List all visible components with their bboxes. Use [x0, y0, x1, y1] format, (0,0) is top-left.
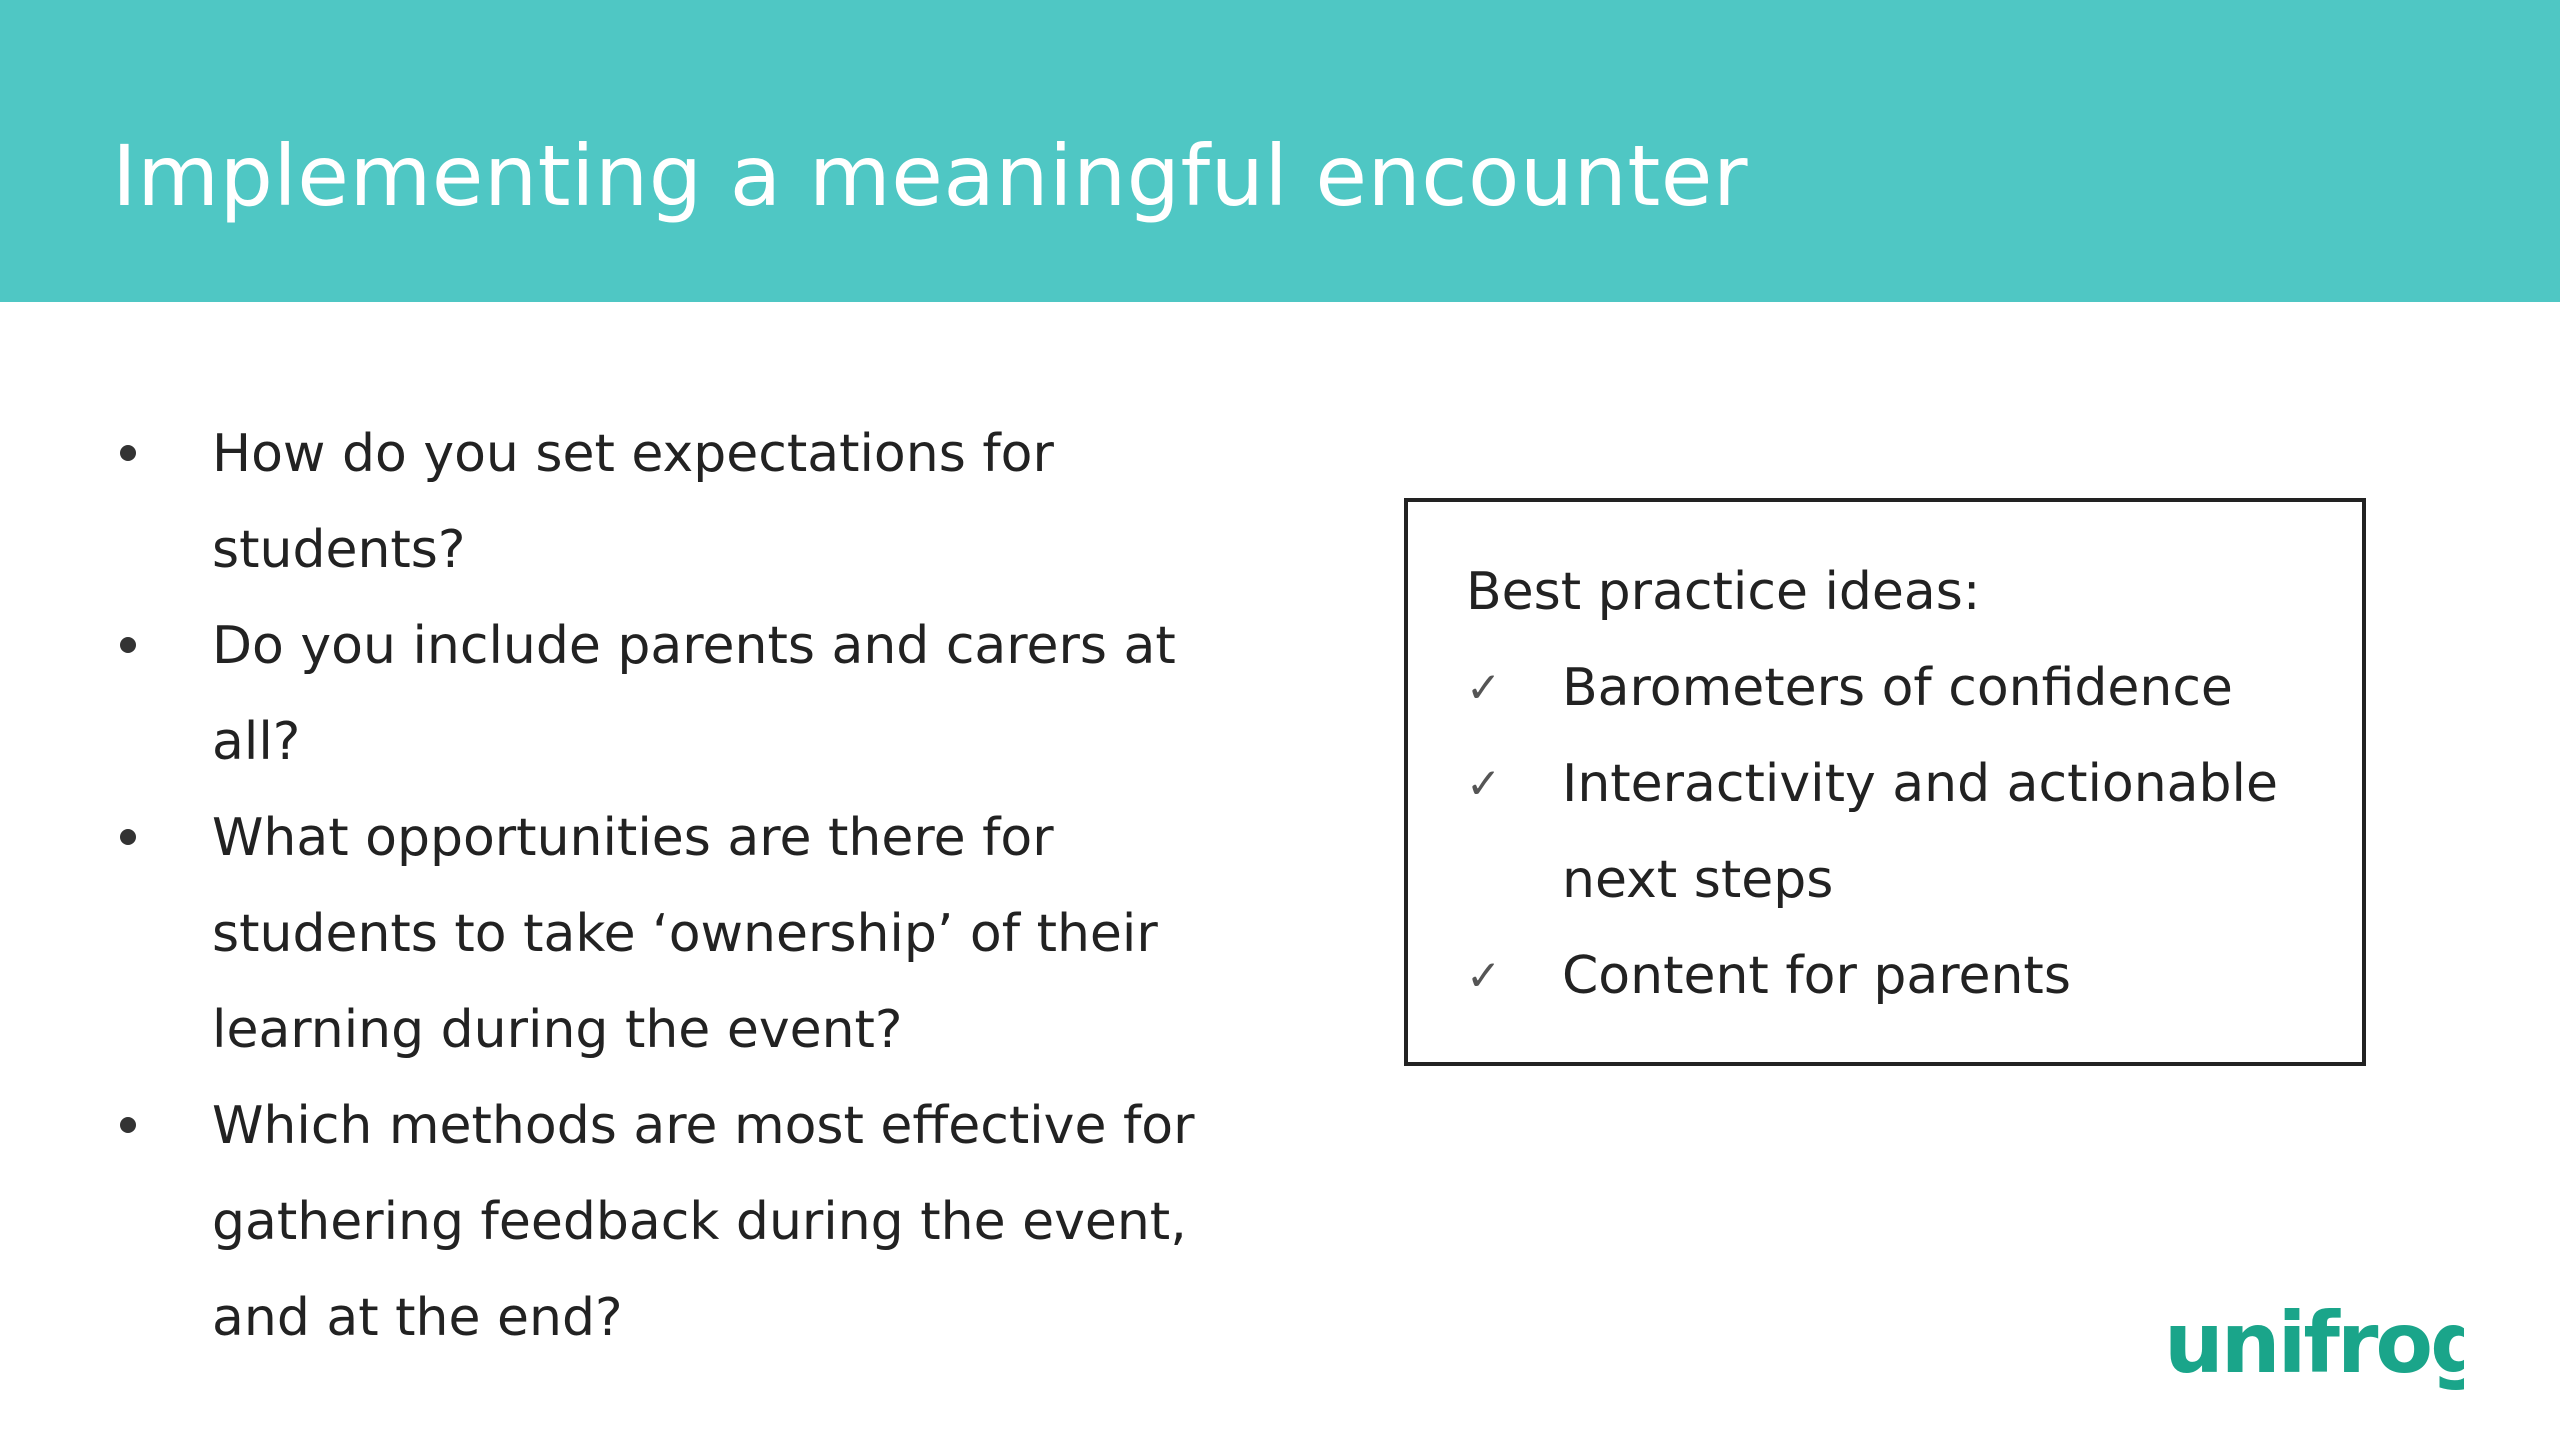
- bullet-icon: [120, 637, 136, 653]
- question-text: Do you include parents and carers at all?: [212, 616, 1176, 772]
- question-text: How do you set expectations for students?: [212, 424, 1054, 580]
- best-practice-item: [1466, 928, 2362, 1024]
- unifrog-logo-icon: [2164, 1284, 2464, 1404]
- check-icon: ✓: [1466, 951, 1502, 1000]
- slide-title: Implementing a meaningful encounter: [112, 127, 1748, 225]
- title-bar: [0, 0, 2560, 302]
- best-practice-text: Content for parents: [1562, 946, 2071, 1006]
- unifrog-logo: [2164, 1284, 2464, 1404]
- question-item: [112, 598, 1262, 790]
- bullet-icon: [120, 829, 136, 845]
- question-item: [112, 406, 1262, 598]
- best-practice-text: Barometers of confidence: [1562, 658, 2233, 718]
- question-item: [112, 790, 1262, 1078]
- best-practice-text: Interactivity and actionable next steps: [1562, 754, 2278, 910]
- question-item: [112, 1078, 1262, 1366]
- bullet-icon: [120, 1117, 136, 1133]
- question-list: [112, 406, 1262, 1366]
- question-text: What opportunities are there for students to take ‘ownership’ of their learning during the event?: [212, 808, 1158, 1060]
- question-text: Which methods are most effective for gathering feedback during the event, and at the end?: [212, 1096, 1195, 1348]
- best-practice-box: [1404, 498, 2366, 1066]
- best-practice-item: [1466, 736, 2362, 928]
- svg-text:unifrog: unifrog: [2164, 1294, 2464, 1392]
- check-icon: ✓: [1466, 663, 1502, 712]
- bullet-icon: [120, 445, 136, 461]
- best-practice-heading: Best practice ideas:: [1466, 562, 1981, 622]
- best-practice-list: [1466, 640, 2362, 1024]
- best-practice-item: [1466, 640, 2362, 736]
- check-icon: ✓: [1466, 759, 1502, 808]
